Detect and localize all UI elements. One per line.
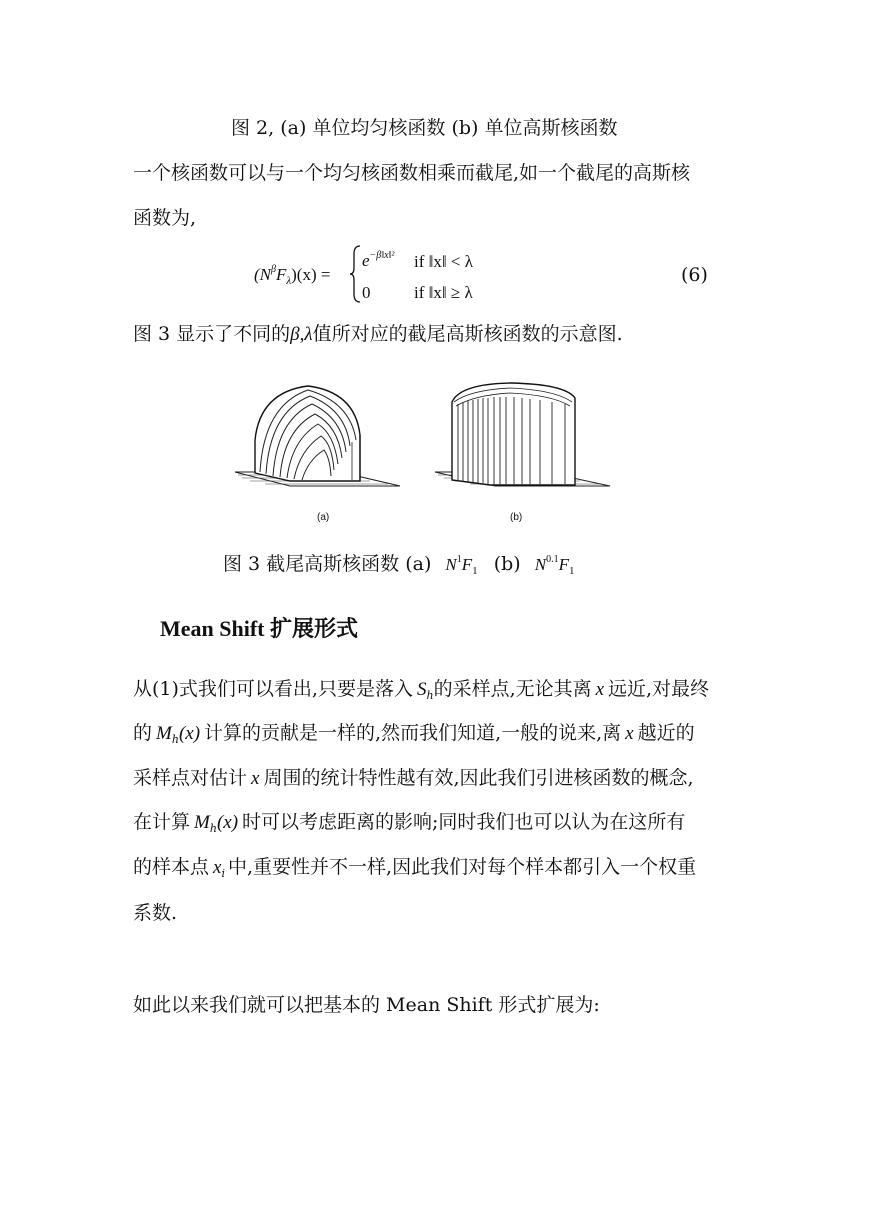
equation-number: (6) — [681, 264, 708, 286]
equation-case-1 — [362, 250, 394, 271]
section-heading: Mean Shift 扩展形式 — [160, 616, 359, 641]
p2-l1-b: 的采样点,无论其离 — [433, 678, 592, 700]
paragraph-2-line-1 — [133, 678, 709, 707]
p2-l4-Msub: h — [209, 822, 217, 835]
figure-3-intro — [133, 323, 623, 346]
p2-l1-a: 从(1)式我们可以看出,只要是落入 — [133, 678, 413, 700]
p2-l1-x: x — [595, 679, 605, 700]
p2-l3-b: 周围的统计特性越有效,因此我们引进核函数的概念, — [263, 767, 694, 789]
fig3-b-F: F — [558, 555, 569, 574]
p2-l2-c: 越近的 — [637, 722, 695, 744]
figure-3b-surface — [430, 380, 615, 500]
paragraph-2-line-5 — [133, 856, 696, 885]
figure-3a-label: (a) — [317, 512, 330, 523]
p2-l4-b: 时可以考虑距离的影响;同时我们也可以认为在这所有 — [242, 811, 686, 833]
p2-l5-xsub: i — [221, 867, 225, 880]
eq-lambda-sub: λ — [286, 275, 292, 287]
p2-l4-Marg: (x) — [216, 812, 239, 833]
fig3-b-N: N — [534, 555, 547, 574]
p2-l1-c: 远近,对最终 — [608, 678, 710, 700]
figure-3b-label: (b) — [510, 512, 523, 523]
paragraph-3: 如此以来我们就可以把基本的 Mean Shift 形式扩展为: — [133, 994, 600, 1016]
p2-l2-b: 计算的贡献是一样的,然而我们知道,一般的说来,离 — [204, 722, 622, 744]
paragraph-2-line-3 — [133, 767, 694, 790]
p2-l5-x: x — [213, 857, 222, 878]
p2-l3-x: x — [251, 768, 260, 789]
equation-lhs — [254, 264, 330, 287]
fig3-caption-prefix: 图 3 截尾高斯核函数 (a) — [223, 553, 432, 575]
fig3-intro-symbols: β,λ — [290, 324, 313, 345]
p2-l2-Marg: (x) — [178, 723, 201, 744]
p2-l2-M: M — [156, 723, 172, 744]
p2-l5-a: 的样本点 — [133, 856, 210, 878]
paragraph-2-line-2 — [133, 722, 695, 751]
fig3-b-sup: 0.1 — [546, 554, 559, 565]
equation-case-2-condition: if ‖x‖ ≥ λ — [414, 283, 473, 302]
fig3-caption-a-term — [445, 554, 478, 577]
figure-3-caption — [223, 549, 574, 582]
fig3-a-sup: 1 — [456, 554, 462, 565]
fig3-a-N: N — [445, 555, 457, 574]
fig3-intro-suffix: 值所对应的截尾高斯核函数的示意图. — [312, 323, 623, 345]
eq-lhs-tail: )(x) = — [291, 265, 331, 284]
p2-l1-S: S — [416, 679, 427, 700]
p2-l1-Ssub: h — [426, 689, 434, 702]
fig3-a-F: F — [461, 555, 473, 574]
fig3-caption-b-term — [534, 554, 575, 577]
p2-l2-x: x — [625, 723, 634, 744]
fig3-a-sub: 1 — [472, 565, 478, 577]
eq-beta-sup: β — [271, 264, 276, 275]
p2-l5-b: 中,重要性并不一样,因此我们对每个样本都引入一个权重 — [227, 856, 697, 878]
fig3-b-sub: 1 — [568, 565, 575, 577]
eq-e: e — [362, 251, 370, 270]
paragraph-2-line-4 — [133, 811, 685, 840]
equation-case-2: 0 — [362, 283, 371, 302]
fig3-caption-mid: (b) — [493, 553, 521, 575]
figure-2-caption: 图 2, (a) 单位均匀核函数 (b) 单位高斯核函数 — [231, 117, 618, 139]
paragraph-2-line-6: 系数. — [133, 902, 178, 924]
paragraph-1-line-1: 一个核函数可以与一个均匀核函数相乘而截尾,如一个截尾的高斯核 — [133, 162, 691, 184]
p2-l2-Msub: h — [171, 733, 179, 746]
p2-l4-a: 在计算 — [133, 811, 191, 833]
eq-exponent: −β‖x‖² — [369, 250, 395, 261]
paragraph-1-line-2: 函数为, — [133, 207, 197, 229]
eq-N: (N — [254, 265, 271, 284]
figure-3a-surface — [230, 380, 410, 500]
p2-l3-a: 采样点对估计 — [133, 767, 248, 789]
p2-l4-M: M — [194, 812, 210, 833]
fig3-intro-prefix: 图 3 显示了不同的 — [133, 323, 291, 345]
eq-F: F — [275, 265, 287, 284]
equation-case-1-condition: if ‖x‖ < λ — [414, 252, 474, 271]
p2-l2-a: 的 — [133, 722, 153, 744]
